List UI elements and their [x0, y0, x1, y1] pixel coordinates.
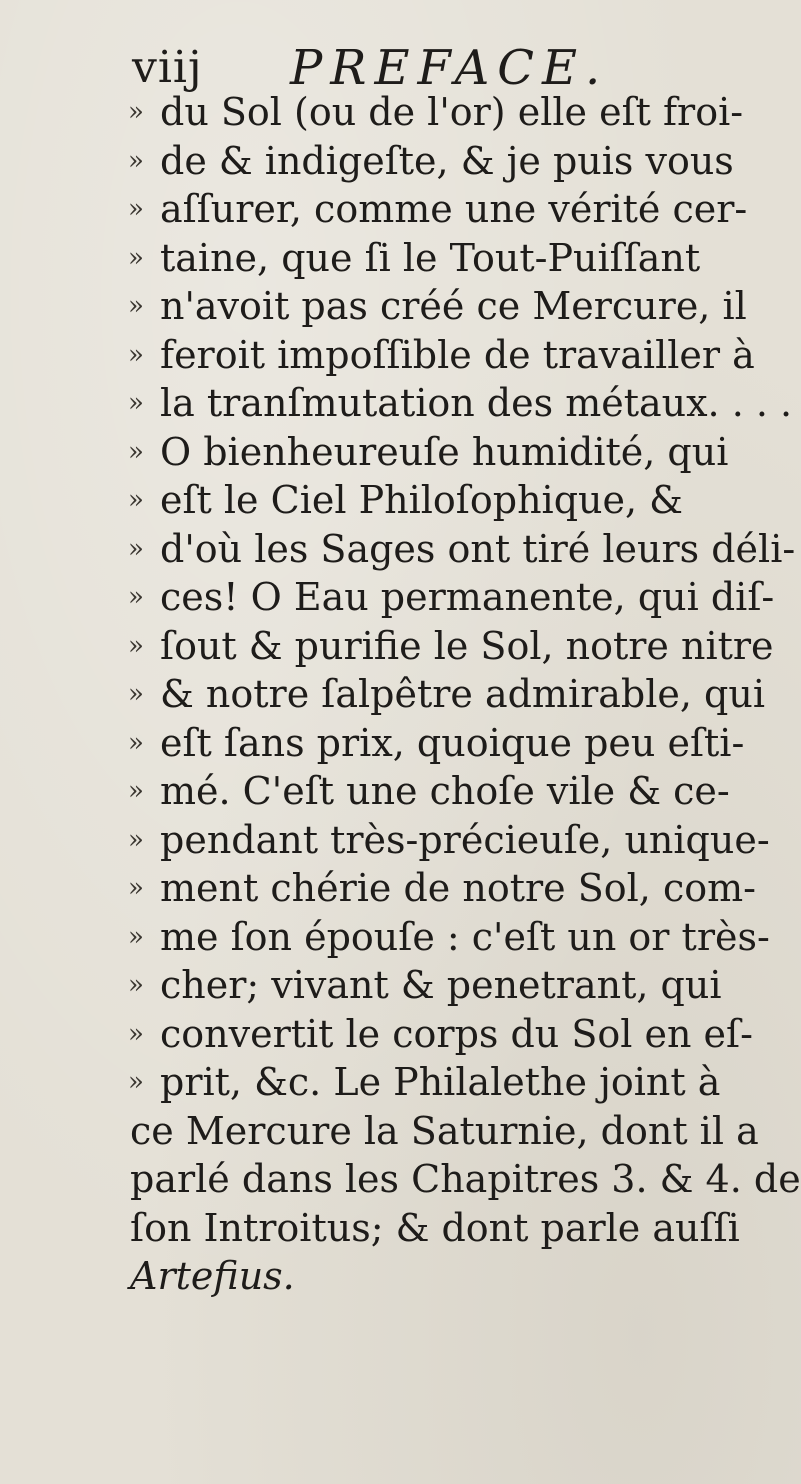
line-text: du Sol (ou de l'or) elle eſt froi- [160, 90, 744, 134]
quote-mark: » [128, 970, 144, 1000]
quote-mark: » [128, 291, 144, 321]
text-line [128, 622, 774, 671]
text-line [130, 137, 770, 186]
text-line [130, 88, 770, 137]
text-line [130, 1204, 770, 1253]
line-text: O bienheureuſe humidité, qui [160, 429, 729, 474]
quote-mark: » [128, 921, 144, 952]
line-text: mé. C'eſt une choſe vile & ce- [160, 769, 730, 813]
quote-mark: » [128, 97, 144, 127]
line-text: la tranſmutation des métaux. . . . [160, 381, 793, 425]
text-line [130, 913, 770, 962]
line-text: n'avoit pas créé ce Mercure, il [160, 284, 747, 328]
text-line [130, 476, 770, 525]
text-line [130, 185, 770, 234]
text-line [130, 234, 770, 283]
line-text: pendant très-précieuſe, unique- [160, 817, 770, 862]
quote-mark: » [128, 824, 144, 855]
quote-mark: » [128, 1018, 144, 1049]
page-number: viij [132, 42, 203, 93]
line-text: parlé dans les Chapitres 3. & 4. de [130, 1157, 801, 1201]
line-text: cher; vivant & penetrant, qui [160, 963, 722, 1007]
text-line [130, 864, 770, 913]
text-line [128, 525, 796, 574]
text-line [130, 1252, 770, 1301]
line-text: de & indigeſte, & je puis vous [160, 138, 734, 183]
quote-mark: » [128, 194, 144, 224]
running-title: PREFACE. [290, 40, 609, 96]
line-text: taine, que ſi le Tout-Puiſſant [160, 235, 701, 280]
quote-mark: » [128, 485, 144, 515]
text-line [130, 816, 770, 865]
quote-mark: » [128, 873, 144, 903]
line-text: ſout & purifie le Sol, notre nitre [160, 623, 774, 668]
line-text: convertit le corps du Sol en eſ- [160, 1011, 753, 1056]
quote-mark: » [128, 776, 144, 806]
text-line [130, 331, 770, 380]
line-text: d'où les Sages ont tiré leurs déli- [160, 526, 796, 571]
line-text: eſt ſans prix, quoique peu eſti- [160, 720, 745, 765]
line-text: me ſon épouſe : c'eſt un or très- [160, 914, 770, 959]
quote-mark: » [128, 727, 144, 758]
text-line [130, 1058, 770, 1107]
quote-mark: » [128, 582, 144, 612]
line-text: feroit impoſſible de travailler à [160, 332, 755, 377]
text-line [130, 282, 770, 331]
text-line [130, 670, 770, 719]
line-text: Artefius. [130, 1254, 295, 1298]
text-line [130, 1010, 770, 1059]
line-text: ment chérie de notre Sol, com- [160, 866, 756, 910]
body-text [128, 88, 801, 1301]
quote-mark: » [128, 630, 144, 661]
quote-mark: » [128, 679, 144, 709]
line-text: & notre ſalpêtre admirable, qui [160, 672, 766, 716]
quote-mark: » [128, 242, 144, 273]
line-text: prit, &c. Le Philalethe joint à [160, 1060, 721, 1104]
text-line [130, 961, 770, 1010]
quote-mark: » [128, 1067, 144, 1097]
text-line [130, 767, 770, 816]
text-line [130, 719, 770, 768]
line-text: ces! O Eau permanente, qui diſ- [160, 575, 775, 619]
quote-mark: » [128, 533, 144, 564]
text-line [130, 1107, 770, 1156]
text-line [130, 428, 770, 477]
text-line [128, 379, 793, 428]
text-line [130, 1155, 801, 1204]
quote-mark: » [128, 436, 144, 467]
line-text: eſt le Ciel Philoſophique, & [160, 478, 683, 522]
quote-mark: » [128, 388, 144, 418]
line-text: ce Mercure la Saturnie, dont il a [130, 1108, 759, 1153]
line-text: ſon Introitus; & dont parle auſſi [130, 1205, 740, 1250]
quote-mark: » [128, 145, 144, 176]
quote-mark: » [128, 339, 144, 370]
text-line [128, 573, 775, 622]
line-text: aſſurer, comme une vérité cer- [160, 187, 748, 231]
